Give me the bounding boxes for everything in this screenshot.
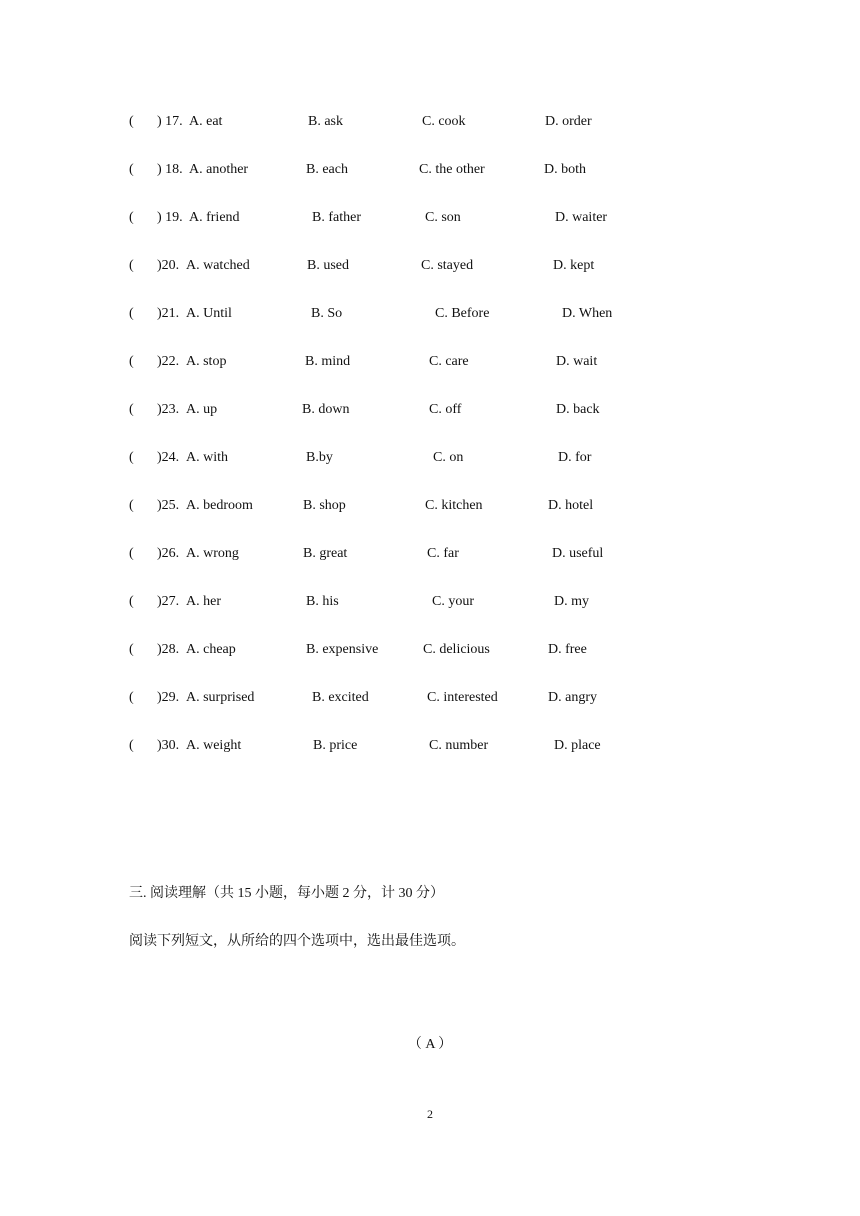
question-number: )23. (157, 402, 180, 417)
option-a: A. bedroom (186, 498, 253, 513)
option-d: D. order (545, 114, 592, 129)
answer-blank: ( (129, 498, 134, 513)
option-a: A. watched (186, 258, 250, 273)
option-a: A. another (189, 162, 249, 177)
option-d: D. useful (552, 546, 604, 561)
option-b: B. price (313, 738, 358, 753)
option-c: C. the other (419, 162, 485, 177)
section-title: 三. 阅读理解（共 15 小题，每小题 2 分，计 30 分） (129, 886, 444, 901)
option-b: B. shop (303, 498, 346, 513)
option-d: D. back (556, 402, 600, 417)
question-number: )27. (157, 594, 180, 609)
question-number: )26. (157, 546, 180, 561)
question-row (0, 494, 860, 518)
answer-blank: ( (129, 450, 134, 465)
option-c: C. cook (422, 114, 466, 129)
option-b: B. father (312, 210, 361, 225)
option-b: B. excited (312, 690, 369, 705)
question-row (0, 350, 860, 374)
answer-blank: ( (129, 690, 134, 705)
question-number: )24. (157, 450, 180, 465)
option-b: B. his (306, 594, 339, 609)
section-instructions: 阅读下列短文，从所给的四个选项中，选出最佳选项。 (129, 934, 465, 949)
option-a: A. stop (186, 354, 227, 369)
question-row (0, 302, 860, 326)
option-b: B. each (306, 162, 348, 177)
question-number: )22. (157, 354, 180, 369)
option-b: B.by (306, 450, 333, 465)
answer-blank: ( (129, 642, 134, 657)
option-a: A. surprised (186, 690, 255, 705)
option-c: C. number (429, 738, 489, 753)
question-number: ) 18. (157, 162, 183, 177)
option-d: D. free (548, 642, 587, 657)
option-d: D. for (558, 450, 592, 465)
question-row (0, 542, 860, 566)
option-d: D. hotel (548, 498, 594, 513)
option-d: D. When (562, 306, 613, 321)
question-number: )20. (157, 258, 180, 273)
question-number: )25. (157, 498, 180, 513)
option-b: B. used (307, 258, 349, 273)
answer-blank: ( (129, 546, 134, 561)
answer-blank: ( (129, 354, 134, 369)
question-row (0, 638, 860, 662)
option-d: D. waiter (555, 210, 608, 225)
option-a: A. with (186, 450, 228, 465)
answer-blank: ( (129, 114, 134, 129)
question-number: )29. (157, 690, 180, 705)
option-a: A. her (186, 594, 221, 609)
option-c: C. off (429, 402, 462, 417)
option-c: C. delicious (423, 642, 490, 657)
option-a: A. wrong (186, 546, 239, 561)
option-a: A. eat (189, 114, 223, 129)
option-d: D. wait (556, 354, 598, 369)
question-number: ) 19. (157, 210, 183, 225)
answer-blank: ( (129, 594, 134, 609)
answer-blank: ( (129, 210, 134, 225)
option-a: A. friend (189, 210, 240, 225)
answer-blank: ( (129, 162, 134, 177)
option-d: D. both (544, 162, 586, 177)
passage-label: （ A ） (407, 1037, 453, 1052)
answer-blank: ( (129, 738, 134, 753)
option-d: D. place (554, 738, 601, 753)
option-c: C. Before (435, 306, 490, 321)
option-a: A. cheap (186, 642, 236, 657)
question-row (0, 590, 860, 614)
page-number: 2 (427, 1107, 433, 1121)
option-a: A. up (186, 402, 218, 417)
question-row (0, 446, 860, 470)
option-c: C. care (429, 354, 469, 369)
question-row (0, 158, 860, 182)
option-d: D. angry (548, 690, 597, 705)
question-number: )30. (157, 738, 180, 753)
option-b: B. ask (308, 114, 343, 129)
question-number: )21. (157, 306, 180, 321)
option-b: B. down (302, 402, 350, 417)
question-row (0, 110, 860, 134)
question-number: )28. (157, 642, 180, 657)
answer-blank: ( (129, 306, 134, 321)
option-c: C. interested (427, 690, 498, 705)
option-c: C. far (427, 546, 459, 561)
option-b: B. mind (305, 354, 351, 369)
option-c: C. on (433, 450, 464, 465)
option-c: C. your (432, 594, 474, 609)
option-b: B. great (303, 546, 348, 561)
question-row (0, 398, 860, 422)
option-a: A. weight (186, 738, 242, 753)
answer-blank: ( (129, 402, 134, 417)
option-b: B. expensive (306, 642, 379, 657)
question-row (0, 686, 860, 710)
question-row (0, 206, 860, 230)
option-c: C. kitchen (425, 498, 483, 513)
option-b: B. So (311, 306, 343, 321)
option-d: D. my (554, 594, 589, 609)
option-c: C. stayed (421, 258, 474, 273)
option-a: A. Until (186, 306, 232, 321)
question-number: ) 17. (157, 114, 183, 129)
question-row (0, 254, 860, 278)
option-c: C. son (425, 210, 461, 225)
answer-blank: ( (129, 258, 134, 273)
question-row (0, 734, 860, 758)
option-d: D. kept (553, 258, 595, 273)
